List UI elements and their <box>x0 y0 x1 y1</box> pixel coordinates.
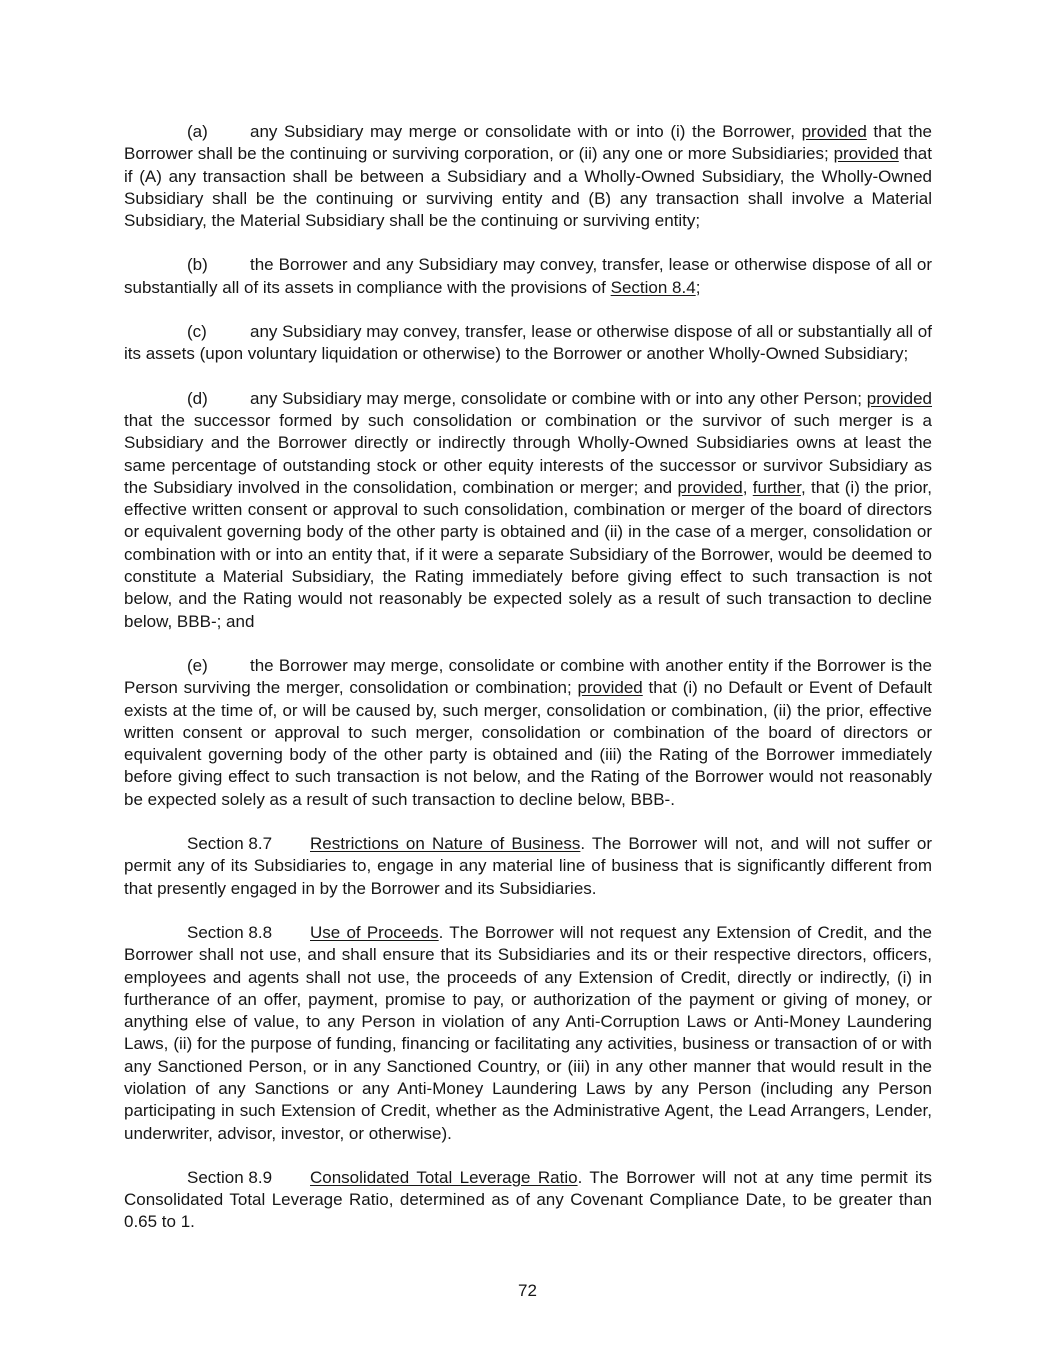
text-run: any Subsidiary may convey, transfer, lease or otherwise dispose of all or substantially all of its assets (upon voluntary liquidation or otherwise) to the Borrower or another Wholly-Owned Subsidiary; <box>124 322 932 364</box>
underlined-term: Consolidated Total Leverage Ratio <box>310 1167 578 1187</box>
paragraph-d <box>124 388 932 633</box>
text-run: that (i) no Default or Event of Default exists at the time of, or will be caused by, such merger, consolidation or combination, (ii) the prior, effective written consent or approval to such merger, consolidation or combination of the board of directors or equivalent governing body of the other party is obtained and (iii) the Rating of the Borrower immediately before giving effect to such transaction is not below, and the Rating of the Borrower would not reasonably be expected solely as a result of such transaction to decline below, BBB-. <box>124 678 932 809</box>
paragraph-label: (c) <box>187 322 207 342</box>
paragraph-a <box>124 121 932 232</box>
text-run: that the Borrower shall be the continuing or surviving corporation, or (ii) any one or more Subsidiaries; <box>124 122 932 164</box>
section-8-8 <box>124 922 932 1145</box>
paragraph-label: (b) <box>187 255 208 275</box>
paragraph-label: (e) <box>187 655 208 675</box>
section-number: Section 8.8 <box>187 922 273 942</box>
underlined-term: Restrictions on Nature of Business <box>310 834 581 854</box>
underlined-term: further <box>752 477 801 497</box>
paragraph-text <box>124 656 932 809</box>
text-run: , <box>742 477 753 497</box>
page-body <box>124 121 932 1234</box>
underlined-term: Section 8.4 <box>610 277 696 297</box>
text-run: . The Borrower will not request any Extension of Credit, and the Borrower shall not use, and shall ensure that its Subsidiaries and its or their respective directors, officers, employees and agents shall not use, the proceeds of any Extension of Credit, directly or indirectly, (i) in furtherance of an offer, payment, promise to pay, or authorization of the payment or giving of money, or anything else of value, to any Person in violation of any Anti-Corruption Laws or Anti-Money Laundering Laws, (ii) for the purpose of funding, financing or facilitating any activities, business or transaction of or with any Sanctioned Person, or in any Sanctioned Country, or (iii) in any other manner that would result in the violation of any Sanctions or any Anti-Money Laundering Laws by any Person (including any Person participating in such Extension of Credit, whether as the Administrative Agent, the Lead Arrangers, Lender, underwriter, advisor, investor, or otherwise). <box>124 922 932 1143</box>
section-8-9 <box>124 1167 932 1234</box>
text-run: . The Borrower will not at any time permit its Consolidated Total Leverage Ratio, determined as of any Covenant Compliance Date, to be greater than 0.65 to 1. <box>124 1167 932 1232</box>
text-run: that the successor formed by such consolidation or combination or the survivor of such merger is a Subsidiary and the Borrower directly or indirectly through Wholly-Owned Subsidiaries owns at least the same percentage of outstanding stock or other equity interests of the successor or survivor Subsidiary as the Subsidiary involved in the consolidation, combination or merger; and <box>124 410 932 497</box>
paragraph-b <box>124 254 932 299</box>
underlined-term: provided <box>577 678 643 698</box>
text-run: . The Borrower will not, and will not suffer or permit any of its Subsidiaries to, engage in any material line of business that is significantly different from that presently engaged in by the Borrower and its Subsidiaries. <box>124 834 932 898</box>
section-number: Section 8.9 <box>187 1167 273 1187</box>
paragraph-text <box>124 389 932 631</box>
text-run: the Borrower may merge, consolidate or combine with another entity if the Borrower is the Person surviving the merger, consolidation or combination; <box>124 655 932 698</box>
text-run: , that (i) the prior, effective written consent or approval to such consolidation, combination or merger of the board of directors or equivalent governing body of the other party is obtained and (ii) in the case of a merger, consolidation or combination with or into an entity that, if it were a separate Subsidiary of the Borrower, would be deemed to constitute a Material Subsidiary, the Rating immediately before giving effect to such transaction is not below, and the Rating would not reasonably be expected solely as a result of such transaction to decline below, BBB-; and <box>124 477 932 631</box>
text-run: ; <box>695 277 701 297</box>
underlined-term: Use of Proceeds <box>310 922 439 942</box>
paragraph-label: (d) <box>187 388 208 408</box>
section-text <box>124 923 932 1143</box>
text-run: any Subsidiary may merge, consolidate or combine with or into any other Person; <box>250 388 867 408</box>
paragraph-label: (a) <box>187 122 208 141</box>
underlined-term: provided <box>677 477 743 497</box>
text-run: any Subsidiary may merge or consolidate with or into (i) the Borrower, <box>250 122 802 141</box>
section-number: Section 8.7 <box>187 834 273 854</box>
underlined-term: provided <box>801 122 867 141</box>
underlined-term: provided <box>833 144 899 164</box>
paragraph-e <box>124 655 932 811</box>
underlined-term: provided <box>866 388 932 408</box>
text-run: the Borrower and any Subsidiary may convey, transfer, lease or otherwise dispose of all or substantially all of its assets in compliance with the provisions of <box>124 255 932 297</box>
section-8-7 <box>124 833 932 900</box>
paragraph-c <box>124 321 932 366</box>
page-number: 72 <box>518 1281 537 1300</box>
text-run: that if (A) any transaction shall be between a Subsidiary and a Wholly-Owned Subsidiary, the Wholly-Owned Subsidiary shall be the continuing or surviving entity and (B) any transaction shall involve a Material Subsidiary, the Material Subsidiary shall be the continuing or surviving entity; <box>124 144 932 231</box>
